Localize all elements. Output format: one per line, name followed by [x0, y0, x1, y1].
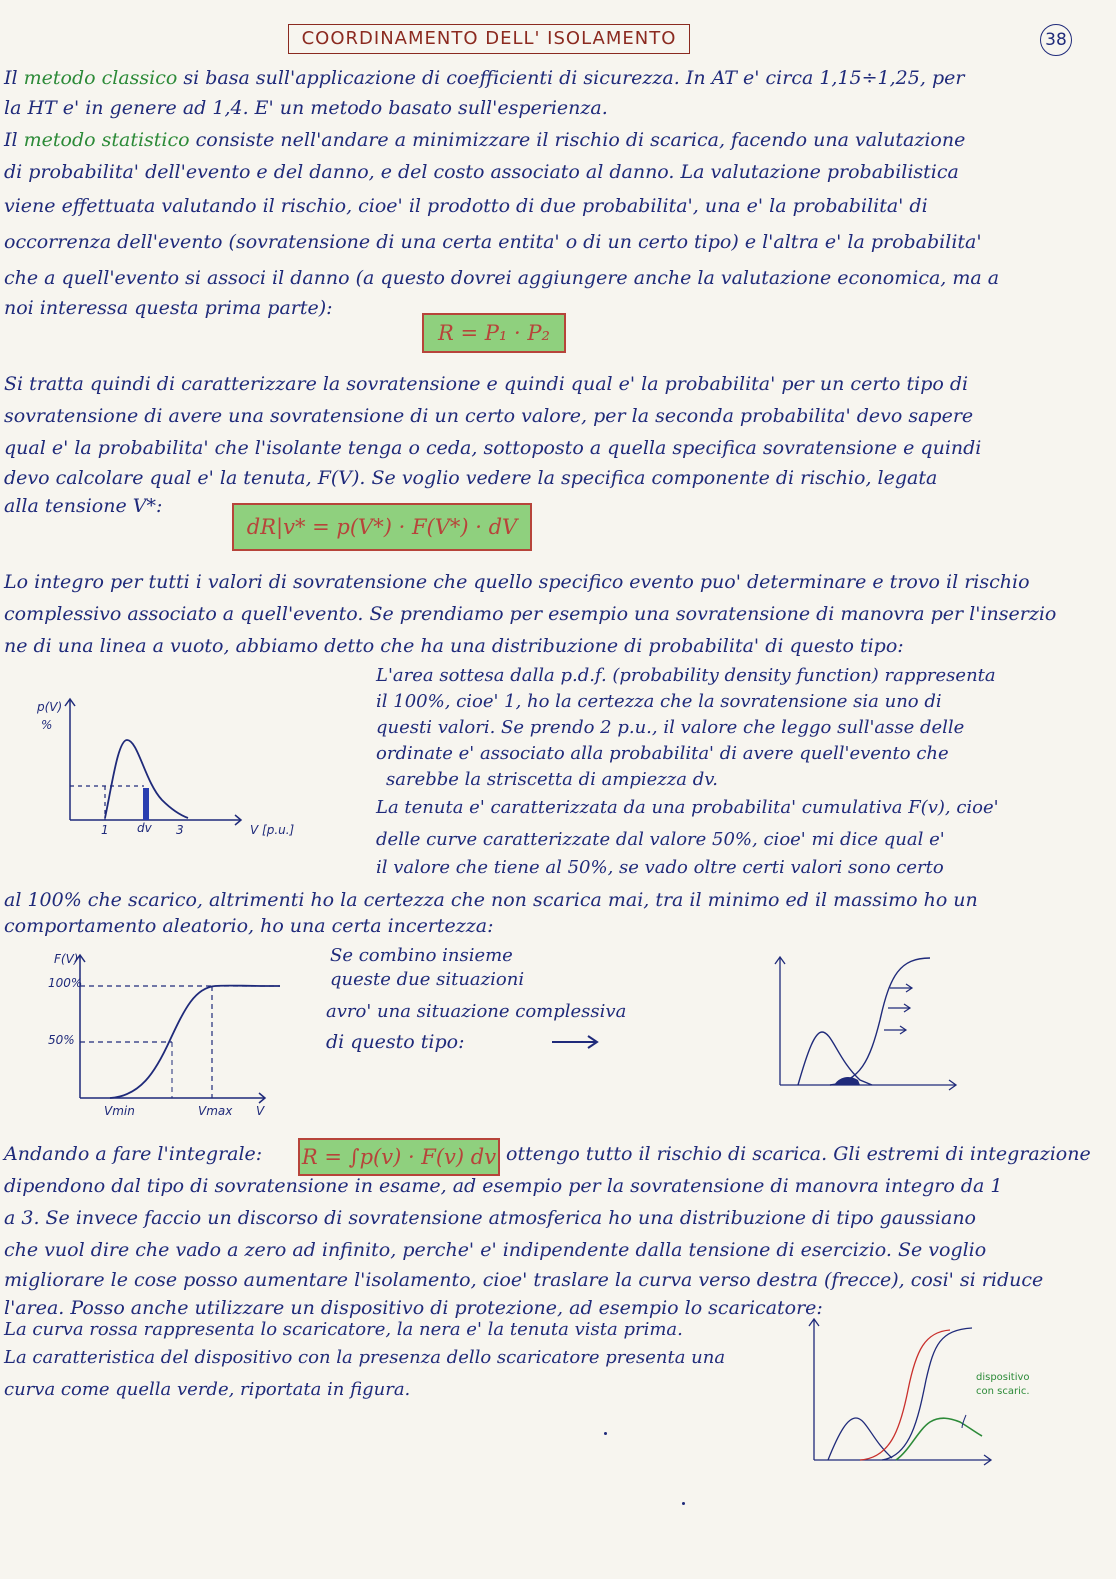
cdf-sketch	[40, 948, 300, 1128]
term-metodo-classico: metodo classico	[23, 67, 178, 89]
text-line: al 100% che scarico, altrimenti ho la certezza che non scarica mai, tra il minimo ed il massimo ho un	[4, 889, 978, 911]
arrester-tag-line2: con scaric.	[976, 1386, 1030, 1397]
fig1-xlabel: V [p.u.]	[250, 823, 295, 837]
text-line: alla tensione V*:	[4, 495, 163, 517]
formula-integral: R = ∫p(v) · F(v) dv	[298, 1138, 500, 1176]
page-title: COORDINAMENTO DELL' ISOLAMENTO	[288, 24, 690, 54]
ink-mark	[604, 1432, 607, 1435]
text-line: occorrenza dell'evento (sovratensione di una certa entita' o di un certo tipo) e l'altra e' la probabilita'	[4, 231, 982, 253]
arrester-tag-line1: dispositivo	[976, 1372, 1030, 1383]
text-line: La curva rossa rappresenta lo scaricatore, la nera e' la tenuta vista prima.	[4, 1319, 683, 1340]
text-line: dipendono dal tipo di sovratensione in esame, ad esempio per la sovratensione di manovra integro da 1	[4, 1175, 1003, 1197]
text-line: l'area. Posso anche utilizzare un dispositivo di protezione, ad esempio lo scaricatore:	[4, 1297, 823, 1319]
text-line: comportamento aleatorio, ho una certa incertezza:	[4, 915, 494, 937]
fig2-y100: 100%	[48, 976, 83, 990]
text-span: Il	[4, 67, 24, 89]
text-line: queste due situazioni	[330, 969, 525, 990]
text-line: la HT e' in genere ad 1,4. E' un metodo basato sull'esperienza.	[4, 97, 608, 119]
text-line: viene effettuata valutando il rischio, cioe' il prodotto di due probabilita', una e' la probabilita' di	[4, 195, 928, 217]
fig2-ylabel: F(V)	[54, 952, 79, 966]
text-line: La tenuta e' caratterizzata da una probabilita' cumulativa F(v), cioe'	[376, 797, 999, 818]
text-line: delle curve caratterizzate dal valore 50%, cioe' mi dice qual e'	[376, 829, 945, 850]
text-span: consiste nell'andare a minimizzare il rischio di scarica, facendo una valutazione	[189, 129, 966, 151]
text-line: sarebbe la striscetta di ampiezza dv.	[386, 769, 719, 790]
text-line: Si tratta quindi di caratterizzare la sovratensione e quindi qual e' la probabilita' per un certo tipo di	[4, 373, 969, 395]
text-line: L'area sottesa dalla p.d.f. (probability density function) rappresenta	[376, 665, 996, 686]
fig2-xmax: Vmax	[198, 1104, 233, 1118]
text-line: devo calcolare qual e' la tenuta, F(V). Se voglio vedere la specifica componente di rischio, legata	[4, 467, 938, 489]
text-line: sovratensione di avere una sovratensione di un certo valore, per la seconda probabilita' devo sapere	[4, 405, 974, 427]
text-line: il valore che tiene al 50%, se vado oltre certi valori sono certo	[376, 857, 944, 878]
text-span: Il	[4, 129, 24, 151]
fig1-tick-1: 1	[101, 823, 109, 837]
text-line: curva come quella verde, riportata in figura.	[4, 1379, 411, 1400]
fig2-y50: 50%	[48, 1033, 75, 1047]
text-line: Se combino insieme	[330, 945, 513, 966]
text-line: il 100%, cioe' 1, ho la certezza che la sovratensione sia uno di	[376, 691, 942, 712]
text-line: avro' una situazione complessiva	[326, 1001, 627, 1022]
text-line	[4, 128, 965, 152]
text-line: questi valori. Se prendo 2 p.u., il valore che leggo sull'asse delle	[376, 717, 965, 738]
text-line: ottengo tutto il rischio di scarica. Gli estremi di integrazione	[506, 1143, 1091, 1165]
text-line: noi interessa questa prima parte):	[4, 297, 333, 319]
ink-mark	[682, 1502, 685, 1505]
text-line: migliorare le cose posso aumentare l'isolamento, cioe' traslare la curva verso destra (frecce), cosi' si riduce	[4, 1269, 1044, 1291]
text-line: La caratteristica del dispositivo con la presenza dello scaricatore presenta una	[4, 1347, 726, 1368]
text-line: di probabilita' dell'evento e del danno, e del costo associato al danno. La valutazione probabilistica	[4, 161, 959, 183]
page-number: 38	[1040, 24, 1072, 56]
text-span: si basa sull'applicazione di coefficienti di sicurezza. In AT e' circa 1,15÷1,25, per	[177, 67, 965, 89]
fig1-ylabel: p(V)	[37, 700, 63, 714]
text-line: che a quell'evento si associ il danno (a questo dovrei aggiungere anche la valutazione economica, ma a	[4, 267, 1000, 289]
fig1-yunit: %	[41, 718, 53, 732]
text-line: Lo integro per tutti i valori di sovratensione che quello specifico evento puo' determinare e trovo il rischio	[4, 571, 1030, 593]
combined-sketch	[760, 950, 970, 1090]
formula-risk: R = P₁ · P₂	[422, 313, 566, 353]
fig2-xmin: Vmin	[104, 1104, 135, 1118]
text-line: complessivo associato a quell'evento. Se prendiamo per esempio una sovratensione di manovra per l'inserzio	[4, 603, 1057, 625]
fig1-tick-dv: dv	[137, 821, 152, 835]
text-line: ne di una linea a vuoto, abbiamo detto che ha una distribuzione di probabilita' di questo tipo:	[4, 635, 904, 657]
text-line: a 3. Se invece faccio un discorso di sovratensione atmosferica ho una distribuzione di tipo gaussiano	[4, 1207, 976, 1229]
text-line: ordinate e' associato alla probabilita' di avere quell'evento che	[376, 743, 949, 764]
fig2-xlabel: V	[256, 1104, 265, 1118]
text-line: qual e' la probabilita' che l'isolante tenga o ceda, sottoposto a quella specifica sovratensione e quindi	[4, 437, 982, 459]
text-line: che vuol dire che vado a zero ad infinito, perche' e' indipendente dalla tensione di esercizio. Se voglio	[4, 1239, 987, 1261]
fig1-tick-3: 3	[176, 823, 184, 837]
text-line: Andando a fare l'integrale:	[4, 1143, 263, 1165]
arrow-right-icon	[550, 1034, 600, 1050]
term-metodo-statistico: metodo statistico	[23, 129, 190, 151]
formula-differential-risk: dR|v* = p(V*) · F(V*) · dV	[232, 503, 532, 551]
text-line	[4, 66, 964, 90]
text-line: di questo tipo:	[326, 1031, 465, 1053]
arrester-sketch	[800, 1310, 1000, 1470]
